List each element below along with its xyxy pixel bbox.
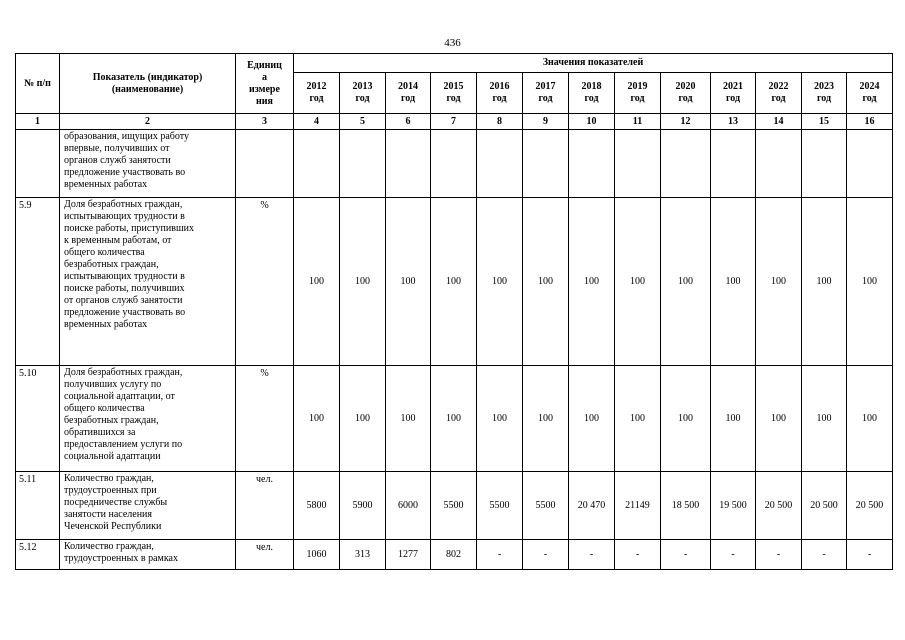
header-year-cell	[294, 73, 340, 114]
value-cell: 100	[294, 198, 340, 366]
indicator-name-line: предложение участвовать во	[64, 167, 186, 178]
indicator-name-line: впервые, получивших от	[64, 143, 170, 154]
header-unit-line: ния	[256, 95, 273, 107]
header-year: 2015	[443, 81, 464, 92]
unit-cell: %	[236, 198, 294, 366]
header-year-cell	[431, 73, 477, 114]
column-number: 6	[386, 114, 431, 130]
value-cell: 100	[523, 366, 569, 472]
column-number: 8	[477, 114, 523, 130]
value-cell: 100	[386, 198, 431, 366]
header-year: 2024	[859, 81, 880, 92]
indicator-name-line: Чеченской Республики	[64, 521, 162, 532]
column-number: 16	[847, 114, 893, 130]
indicator-name-line: безработных граждан,	[64, 259, 159, 270]
value-cell	[569, 130, 615, 198]
value-cell	[340, 130, 386, 198]
header-year-suffix: год	[492, 93, 507, 104]
value-cell	[756, 130, 802, 198]
row-number: 5.9	[16, 198, 60, 366]
value-cell: 6000	[386, 472, 431, 540]
header-year-cell	[847, 73, 893, 114]
value-cell: -	[477, 540, 523, 570]
value-cell: 100	[340, 198, 386, 366]
header-unit-line: измере	[249, 83, 280, 95]
table-row	[16, 366, 893, 472]
indicator-name-line: безработных граждан,	[64, 415, 159, 426]
header-year-suffix: год	[816, 93, 832, 104]
value-cell: 100	[711, 366, 756, 472]
value-cell	[847, 130, 893, 198]
header-year: 2021	[723, 81, 743, 92]
value-cell	[386, 130, 431, 198]
value-cell: 18 500	[661, 472, 711, 540]
indicator-name-line: к временным работам, от	[64, 235, 172, 246]
header-year-suffix: год	[725, 93, 741, 104]
indicator-name-line: поиске работы, получивших	[64, 283, 185, 294]
header-unit-line: Единиц	[247, 59, 282, 71]
value-cell: 100	[802, 198, 847, 366]
value-cell: 313	[340, 540, 386, 570]
indicator-name-line: трудоустроенных в рамках	[64, 553, 178, 564]
row-number: 5.11	[16, 472, 60, 540]
value-cell: -	[711, 540, 756, 570]
indicator-name	[60, 130, 236, 198]
value-cell: 1060	[294, 540, 340, 570]
column-number: 5	[340, 114, 386, 130]
indicator-name-line: Доля безработных граждан,	[64, 367, 183, 378]
header-year: 2017	[535, 81, 556, 92]
indicator-name-line: образования, ищущих работу	[64, 131, 189, 142]
value-cell: 100	[569, 366, 615, 472]
indicator-name	[60, 366, 236, 472]
header-year-cell	[756, 73, 802, 114]
header-year-cell	[711, 73, 756, 114]
column-number: 4	[294, 114, 340, 130]
header-year-suffix: год	[446, 93, 461, 104]
indicator-name	[60, 540, 236, 570]
value-cell: 5800	[294, 472, 340, 540]
row-number: 5.10	[16, 366, 60, 472]
value-cell: -	[615, 540, 661, 570]
header-indicator: Показатель (индикатор) (наименование)	[60, 54, 236, 114]
value-cell: 100	[661, 198, 711, 366]
value-cell: 100	[569, 198, 615, 366]
value-cell: 5500	[523, 472, 569, 540]
value-cell: -	[802, 540, 847, 570]
indicators-table	[15, 53, 893, 570]
value-cell	[802, 130, 847, 198]
header-year: 2019	[627, 81, 648, 92]
value-cell: -	[569, 540, 615, 570]
row-number: 5.12	[16, 540, 60, 570]
indicator-name-line: занятости населения	[64, 509, 153, 520]
indicator-name-line: общего количества	[64, 247, 145, 258]
table-row	[16, 198, 893, 366]
header-unit	[236, 54, 294, 114]
value-cell: 5500	[431, 472, 477, 540]
indicator-name	[60, 472, 236, 540]
header-year-suffix: год	[538, 93, 553, 104]
header-year: 2013	[352, 81, 373, 92]
value-cell: 20 470	[569, 472, 615, 540]
value-cell: 100	[294, 366, 340, 472]
value-cell: 20 500	[756, 472, 802, 540]
indicator-name-line: временных работах	[64, 319, 148, 330]
unit-cell: чел.	[236, 540, 294, 570]
column-number: 9	[523, 114, 569, 130]
indicator-name-line: социальной адаптации	[64, 451, 161, 462]
header-year-cell	[569, 73, 615, 114]
value-cell	[523, 130, 569, 198]
header-year: 2012	[306, 81, 327, 92]
indicator-name-line: Количество граждан,	[64, 541, 154, 552]
table-row	[16, 472, 893, 540]
value-cell: 100	[802, 366, 847, 472]
header-year: 2018	[581, 81, 602, 92]
unit-cell	[236, 130, 294, 198]
value-cell: 5500	[477, 472, 523, 540]
value-cell: -	[847, 540, 893, 570]
value-cell	[294, 130, 340, 198]
indicator-name-line: органов служб занятости	[64, 155, 171, 166]
column-number: 10	[569, 114, 615, 130]
unit-cell: чел.	[236, 472, 294, 540]
indicator-name-line: трудоустроенных при	[64, 485, 157, 496]
value-cell: -	[523, 540, 569, 570]
header-year: 2023	[814, 81, 834, 92]
value-cell	[431, 130, 477, 198]
value-cell: 5900	[340, 472, 386, 540]
column-number: 7	[431, 114, 477, 130]
value-cell: 100	[386, 366, 431, 472]
header-year-cell	[523, 73, 569, 114]
header-year-cell	[340, 73, 386, 114]
header-year-suffix: год	[630, 93, 645, 104]
column-number: 15	[802, 114, 847, 130]
indicator-name-line: испытывающих трудности в	[64, 211, 185, 222]
indicator-name-line: социальной адаптации, от	[64, 391, 175, 402]
row-number	[16, 130, 60, 198]
column-number: 2	[60, 114, 236, 130]
column-number: 1	[16, 114, 60, 130]
value-cell: 100	[711, 198, 756, 366]
table-row	[16, 130, 893, 198]
value-cell: 100	[847, 198, 893, 366]
value-cell	[615, 130, 661, 198]
header-year: 2016	[489, 81, 510, 92]
value-cell: 100	[431, 198, 477, 366]
header-year-suffix: год	[309, 93, 324, 104]
value-cell: 19 500	[711, 472, 756, 540]
indicator-name	[60, 198, 236, 366]
header-year-suffix: год	[678, 93, 693, 104]
header-year: 2014	[398, 81, 418, 92]
value-cell	[661, 130, 711, 198]
value-cell: 100	[523, 198, 569, 366]
indicator-name-line: испытывающих трудности в	[64, 271, 185, 282]
value-cell	[711, 130, 756, 198]
value-cell: 100	[340, 366, 386, 472]
value-cell: 100	[615, 366, 661, 472]
header-year: 2020	[675, 81, 696, 92]
indicator-name-line: Доля безработных граждан,	[64, 199, 183, 210]
header-year: 2022	[768, 81, 789, 92]
value-cell: 802	[431, 540, 477, 570]
column-number: 3	[236, 114, 294, 130]
value-cell: 100	[431, 366, 477, 472]
header-year-cell	[477, 73, 523, 114]
header-num: № п/п	[16, 54, 60, 114]
indicator-name-line: Количество граждан,	[64, 473, 154, 484]
value-cell: 100	[477, 366, 523, 472]
header-unit-line: а	[262, 71, 267, 83]
value-cell: 20 500	[847, 472, 893, 540]
page-number: 436	[444, 37, 461, 49]
unit-cell: %	[236, 366, 294, 472]
indicator-name-line: предоставлением услуги по	[64, 439, 183, 450]
value-cell: 20 500	[802, 472, 847, 540]
value-cell: 100	[756, 198, 802, 366]
column-number: 12	[661, 114, 711, 130]
header-year-suffix: год	[771, 93, 786, 104]
header-year-suffix: год	[862, 93, 877, 104]
indicator-name-line: посредничестве службы	[64, 497, 168, 508]
header-year-suffix: год	[400, 93, 416, 104]
header-year-cell	[615, 73, 661, 114]
value-cell: -	[661, 540, 711, 570]
value-cell: 100	[756, 366, 802, 472]
value-cell: -	[756, 540, 802, 570]
value-cell: 100	[847, 366, 893, 472]
value-cell: 1277	[386, 540, 431, 570]
value-cell: 21149	[615, 472, 661, 540]
column-number: 13	[711, 114, 756, 130]
value-cell: 100	[615, 198, 661, 366]
indicator-name-line: от органов служб занятости	[64, 295, 183, 306]
header-year-cell	[802, 73, 847, 114]
header-values-group: Значения показателей	[294, 54, 893, 73]
value-cell: 100	[661, 366, 711, 472]
indicator-name-line: получивших услугу по	[64, 379, 162, 390]
indicator-name-line: предложение участвовать во	[64, 307, 186, 318]
indicator-name-line: общего количества	[64, 403, 145, 414]
header-year-suffix: год	[584, 93, 599, 104]
header-year-cell	[661, 73, 711, 114]
column-number: 11	[615, 114, 661, 130]
table-row	[16, 540, 893, 570]
header-year-suffix: год	[355, 93, 370, 104]
indicator-name-line: временных работах	[64, 179, 148, 190]
indicator-name-line: обратившихся за	[64, 427, 136, 438]
indicator-name-line: поиске работы, приступивших	[64, 223, 195, 234]
header-year-cell	[386, 73, 431, 114]
value-cell	[477, 130, 523, 198]
value-cell: 100	[477, 198, 523, 366]
column-number: 14	[756, 114, 802, 130]
